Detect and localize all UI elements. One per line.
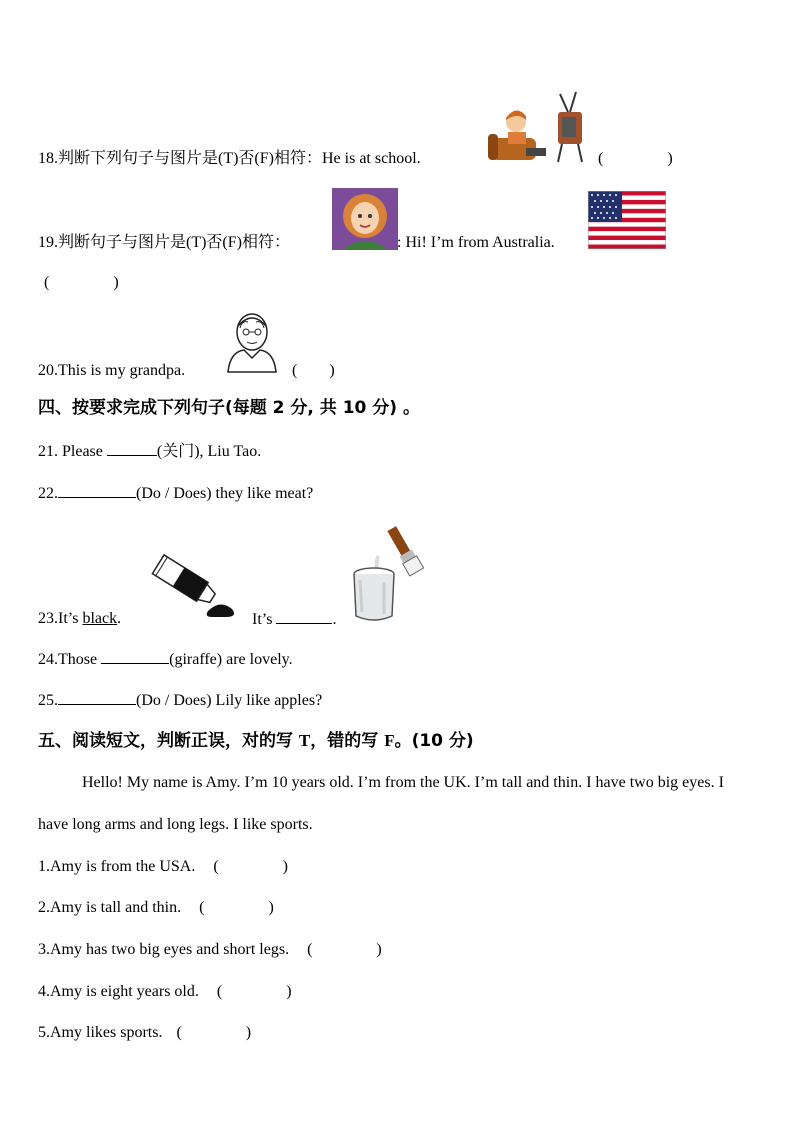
question-24	[38, 649, 293, 670]
reading-item-4-text: 4.Amy is eight years old.	[38, 983, 199, 1000]
question-23-blank[interactable]	[276, 609, 332, 624]
reading-item-2	[38, 898, 274, 918]
reading-item-5	[38, 1023, 251, 1043]
reading-item-4	[38, 982, 292, 1002]
section-5-title-t: T	[298, 731, 311, 750]
section-5-title-f: F	[384, 731, 395, 750]
question-22-blank[interactable]	[58, 483, 136, 498]
reading-item-2-text: 2.Amy is tall and thin.	[38, 899, 182, 916]
passage-text: Hello! My name is Amy. I’m 10 years old. I’m from the UK. I’m tall and thin. I have two big eyes. I have long arms and long legs. I like sports.	[38, 774, 724, 833]
reading-item-5-answer-paren[interactable]: ( )	[176, 1024, 252, 1041]
reading-item-1-answer-paren[interactable]: ( )	[213, 858, 288, 875]
question-19-text: 19.判断句子与图片是(T)否(F)相符：	[38, 234, 290, 251]
girl-portrait-image	[332, 188, 398, 250]
reading-item-3-answer-paren[interactable]: ( )	[307, 941, 382, 958]
reading-item-2-answer-paren[interactable]: ( )	[199, 899, 274, 916]
black-paint-tube-image	[146, 553, 240, 619]
question-24-post: (giraffe) are lovely.	[169, 651, 293, 668]
section-5-title-a: 五、阅读短文，判断正误，对的写	[38, 731, 299, 751]
question-25-post: (Do / Does) Lily like apples?	[136, 692, 323, 709]
question-21-post: (关门), Liu Tao.	[156, 443, 262, 460]
section-5-title-c: 。(10 分)	[394, 731, 474, 751]
question-24-pre: 24.Those	[38, 651, 102, 668]
question-23-part2	[252, 609, 336, 630]
question-25-blank[interactable]	[58, 690, 136, 705]
question-22-post: (Do / Does) they like meat?	[136, 485, 314, 502]
question-20	[38, 361, 185, 381]
reading-item-4-answer-paren[interactable]: ( )	[216, 983, 292, 1000]
question-21-blank[interactable]	[107, 441, 157, 456]
reading-item-3-text: 3.Amy has two big eyes and short legs.	[38, 941, 290, 958]
reading-item-3	[38, 940, 382, 960]
question-20-text: 20.This is my grandpa.	[38, 362, 186, 379]
question-19	[38, 233, 290, 253]
question-21	[38, 441, 261, 462]
question-18-text: 18.判断下列句子与图片是(T)否(F)相符：He is at school.	[38, 150, 421, 167]
question-23-underlined-word: black	[82, 610, 118, 627]
reading-item-1-text: 1.Amy is from the USA.	[38, 858, 196, 875]
boy-watching-tv-image	[488, 90, 588, 166]
question-23-its: It’s	[252, 611, 277, 628]
section-4-title: 四、按要求完成下列句子(每题 2 分, 共 10 分) 。	[38, 398, 420, 418]
question-25	[38, 690, 322, 711]
white-paint-bucket-image	[344, 520, 430, 624]
question-22-pre: 22.	[38, 485, 58, 502]
question-23-pre: 23.It’s	[38, 610, 83, 627]
reading-item-1	[38, 857, 288, 877]
question-24-blank[interactable]	[101, 649, 169, 664]
grandpa-drawing-image	[222, 308, 282, 374]
question-23	[38, 609, 121, 629]
usa-flag-image	[588, 191, 666, 249]
section-5-title-b: ，错的写	[310, 731, 385, 751]
question-19-statement: : Hi! I’m from Australia.	[397, 234, 555, 251]
question-25-pre: 25.	[38, 692, 58, 709]
reading-passage	[38, 762, 758, 846]
question-19-answer-paren[interactable]: ( )	[44, 274, 119, 291]
question-23-dot: .	[117, 610, 122, 627]
question-21-pre: 21. Please	[38, 443, 107, 460]
question-20-answer-paren[interactable]: ( )	[292, 362, 335, 379]
question-22	[38, 483, 313, 504]
section-5-title	[38, 731, 474, 751]
question-18-answer-paren[interactable]: ( )	[598, 150, 673, 167]
question-23-end: .	[332, 611, 337, 628]
reading-item-5-text: 5.Amy likes sports.	[38, 1024, 163, 1041]
question-18	[38, 149, 421, 169]
